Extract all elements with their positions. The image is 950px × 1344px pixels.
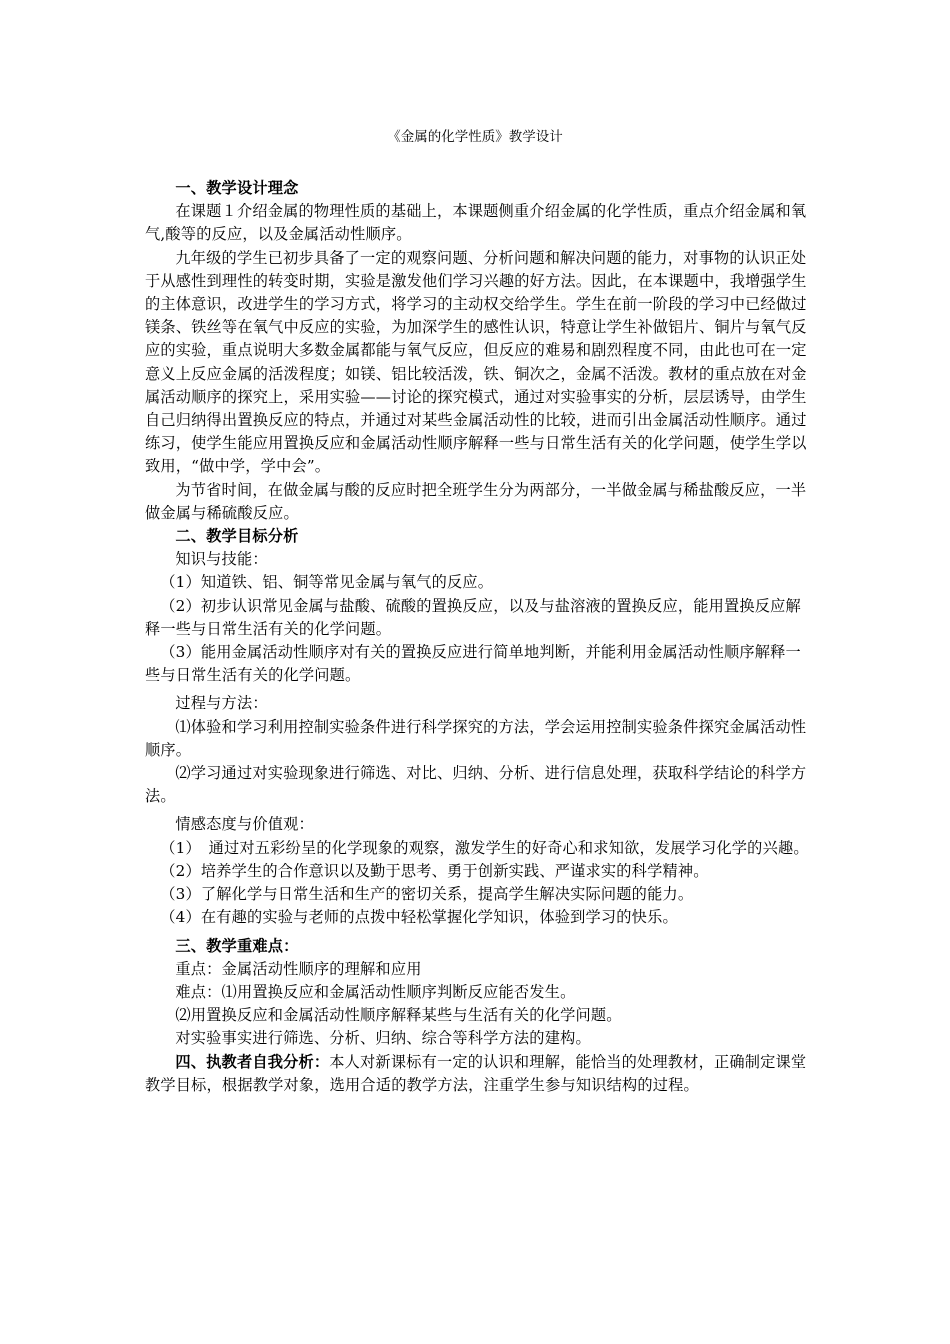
emotion-item-4: （4）在有趣的实验与老师的点拨中轻松掌握化学知识，体验到学习的快乐。 [160, 908, 678, 927]
section1-paragraph-2: 九年级的学生已初步具备了一定的观察问题、分析问题和解决问题的能力，对事物的认识正处于从感性到理性的转变时期，实验是激发他们学习兴趣的好方法。因此，在本课题中，我增强学生的主体意识，改进学生的学习方式，将学习的主动权交给学生。学生在前一阶段的学习中已经做过镁条、铁丝等在氧气中反应的实验，为加深学生的感性认识，特意让学生补做铝片、铜片与氧气反应的实验，重点说明大多数金属都能与氧气反应，但反应的难易和剧烈程度不同，由此也可在一定意义上反应金属的活泼程度；如镁、铝比较活泼，铁、铜次之，金属不活泼。教材的重点放在对金属活动顺序的探究上，采用实验——讨论的探究模式，通过对实验事实的分析，层层诱导，由学生自己归纳得出置换反应的特点，并通过对某些金属活动性的比较，进而引出金属活动性顺序。通过练习，使学生能应用置换反应和金属活动性顺序解释一些与日常生活有关的化学问题，使学生学以致用，“做中学，学中会”。 [145, 248, 807, 476]
section1-heading: 一、教学设计理念 [175, 179, 299, 197]
emotion-item-3: （3）了解化学与日常生活和生产的密切关系，提高学生解决实际问题的能力。 [160, 885, 694, 904]
emotion-label: 情感态度与价值观： [175, 815, 314, 834]
section1-paragraph-3: 为节省时间，在做金属与酸的反应时把全班学生分为两部分，一半做金属与稀盐酸反应，一半做金属与稀硫酸反应。 [145, 480, 807, 522]
knowledge-label: 知识与技能： [175, 550, 268, 569]
section4-text: 本人对新课标有一定的认识和理解，能恰当的处理教材，正确制定课堂教学目标，根据教学对象，选用合适的教学方法，注重学生参与知识结构的过程。 [145, 1052, 807, 1094]
process-item-1: ⑴体验和学习利用控制实验条件进行科学探究的方法，学会运用控制实验条件探究金属活动性顺序。 [145, 717, 807, 759]
knowledge-item-3: （3）能用金属活动性顺序对有关的置换反应进行简单地判断，并能利用金属活动性顺序解释一些与日常生活有关的化学问题。 [145, 643, 801, 685]
section4-heading: 四、执教者自我分析： [175, 1052, 330, 1071]
process-item-2: ⑵学习通过对实验现象进行筛选、对比、归纳、分析、进行信息处理，获取科学结论的科学方法。 [145, 764, 807, 806]
focus-point: 重点：金属活动性顺序的理解和应用 [175, 959, 422, 978]
emotion-item-2: （2）培养学生的合作意识以及勤于思考、勇于创新实践、严谨求实的科学精神。 [160, 861, 709, 880]
document-title: 《金属的化学性质》教学设计 [387, 129, 563, 145]
knowledge-item-2: （2）初步认识常见金属与盐酸、硫酸的置换反应，以及与盐溶液的置换反应，能用置换反应解释一些与日常生活有关的化学问题。 [145, 596, 801, 638]
difficulty-3: 对实验事实进行筛选、分析、归纳、综合等科学方法的建构。 [175, 1029, 591, 1048]
section2-heading: 二、教学目标分析 [175, 527, 299, 546]
process-label: 过程与方法： [175, 694, 268, 713]
section3-heading: 三、教学重难点： [175, 936, 299, 955]
section1-paragraph-1: 在课题１介绍金属的物理性质的基础上，本课题侧重介绍金属的化学性质，重点介绍金属和氧气,酸等的反应，以及金属活动性顺序。 [145, 202, 807, 244]
knowledge-item-1: （1）知道铁、铝、铜等常见金属与氧气的反应。 [160, 573, 494, 592]
difficulty-1: 难点：⑴用置换反应和金属活动性顺序判断反应能否发生。 [175, 982, 576, 1001]
section4-paragraph [145, 1051, 810, 1097]
document-body [145, 177, 810, 1097]
emotion-item-1: （1） 通过对五彩纷呈的化学现象的观察，激发学生的好奇心和求知欲，发展学习化学的兴趣。 [160, 838, 809, 857]
difficulty-2: ⑵用置换反应和金属活动性顺序解释某些与生活有关的化学问题。 [175, 1006, 622, 1025]
